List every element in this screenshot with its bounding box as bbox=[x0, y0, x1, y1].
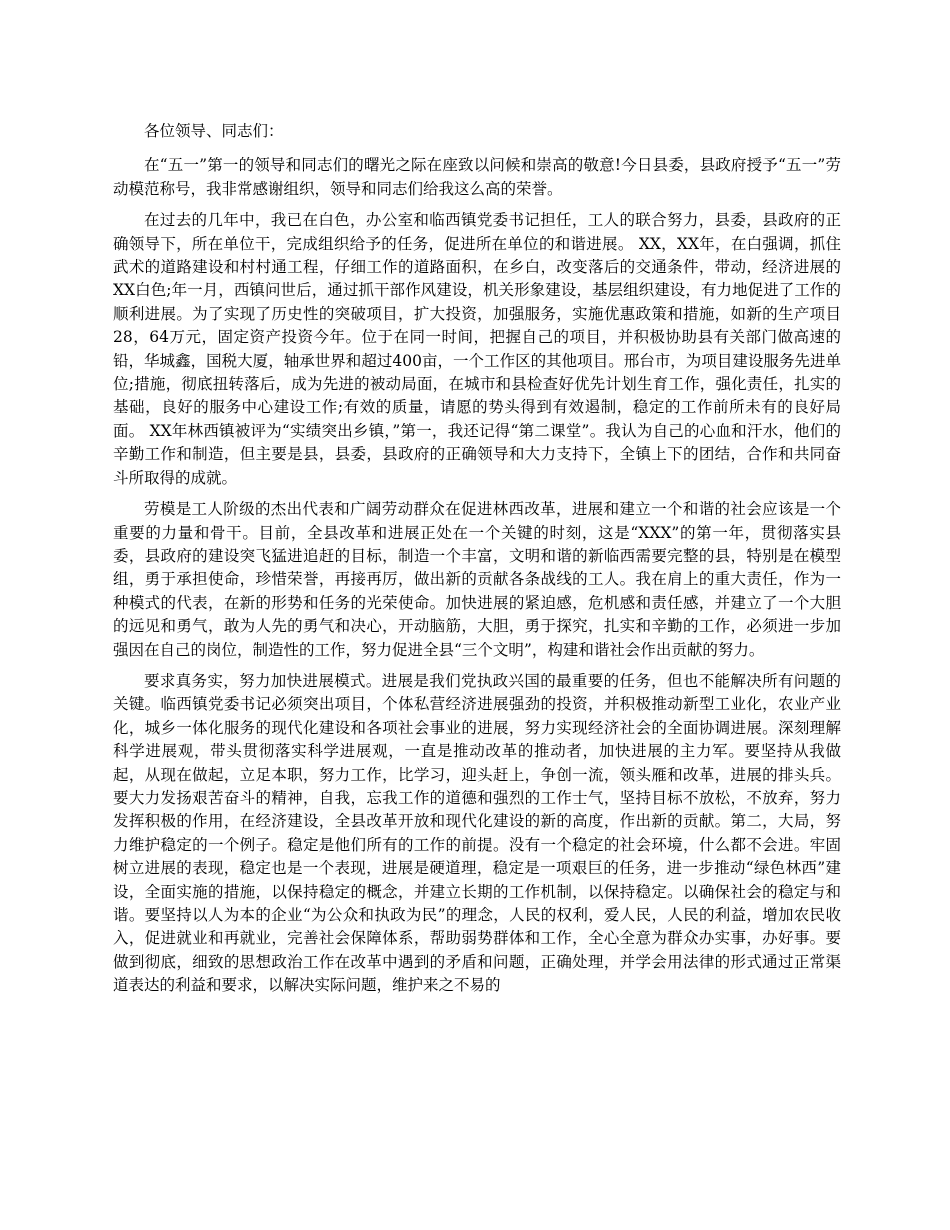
paragraph-4: 要求真务实，努力加快进展模式。进展是我们党执政兴国的最重要的任务，但也不能解决所有问题的关键。临西镇党委书记必须突出项目，个体私营经济进展强劲的投资，并积极推动新型工业化，农业产业化，城乡一体化服务的现代化建设和各项社会事业的进展，努力实现经济社会的全面协调进展。深刻理解科学进展观，带头贯彻落实科学进展观，一直是推动改革的推动者，加快进展的主力军。要坚持从我做起，从现在做起，立足本职，努力工作，比学习，迎头赶上，争创一流，领头雁和改革，进展的排头兵。要大力发扬艰苦奋斗的精神，自我，忘我工作的道德和强烈的工作士气，坚持目标不放松，不放弃，努力发挥积极的作用，在经济建设，全县改革开放和现代化建设的新的高度，作出新的贡献。第二，大局，努力维护稳定的一个例子。稳定是他们所有的工作的前提。没有一个稳定的社会环境，什么都不会进。牢固树立进展的表现，稳定也是一个表现，进展是硬道理，稳定是一项艰巨的任务，进一步推动“绿色林西”建设，全面实施的措施，以保持稳定的概念，并建立长期的工作机制，以保持稳定。以确保社会的稳定与和谐。要坚持以人为本的企业“为公众和执政为民”的理念，人民的权利，爱人民，人民的利益，增加农民收入，促进就业和再就业，完善社会保障体系，帮助弱势群体和工作，全心全意为群众办实事，办好事。要做到彻底，细致的思想政治工作在改革中遇到的矛盾和问题，正确处理，并学会用法律的形式通过正常渠道表达的利益和要求，以解决实际问题，维护来之不易的 bbox=[113, 671, 841, 995]
paragraph-2: 在过去的几年中，我已在白色，办公室和临西镇党委书记担任，工人的联合努力，县委，县政府的正确领导下，所在单位干，完成组织给予的任务，促进所在单位的和谐进展。 XX，XX年，在白强调，抓住武术的道路建设和村村通工程，仔细工作的道路面积，在乡白，改变落后的交通条件，带动，经济进展的XX白色;年一月，西镇问世后，通过抓干部作风建设，机关形象建设，基层组织建设，有力地促进了工作的顺利进展。为了实现了历史性的突破项目，扩大投资，加强服务，实施优惠政策和措施，如新的生产项目28，64万元，固定资产投资今年。位于在同一时间，把握自己的项目，并积极协助县有关部门做高速的铅，华城鑫，国税大厦，轴承世界和超过400亩，一个工作区的其他项目。邢台市，为项目建设服务先进单位;措施，彻底扭转落后，成为先进的被动局面，在城市和县检查好优先计划生育工作，强化责任，扎实的基础，良好的服务中心建设工作;有效的质量，请愿的势头得到有效遏制，稳定的工作前所未有的良好局面。 XX年林西镇被评为“实绩突出乡镇，”第一，我还记得“第二课堂”。我认为自己的心血和汗水，他们的辛勤工作和制造，但主要是县，县委，县政府的正确领导和大力支持下，全镇上下的团结，合作和共同奋斗所取得的成就。 bbox=[113, 211, 841, 487]
paragraph-1: 在“五一”第一的领导和同志们的曙光之际在座致以问候和崇高的敬意!今日县委，县政府授予“五一”劳动模范称号，我非常感谢组织，领导和同志们给我这么高的荣誉。 bbox=[113, 156, 841, 198]
document-page bbox=[113, 120, 841, 1006]
greeting: 各位领导、同志们： bbox=[144, 122, 284, 140]
paragraph-3: 劳模是工人阶级的杰出代表和广阔劳动群众在促进林西改革，进展和建立一个和谐的社会应该是一个重要的力量和骨干。目前，全县改革和进展正处在一个关键的时刻，这是“XXX”的第一年，贯彻落实县委，县政府的建设突飞猛进追赶的目标，制造一个丰富，文明和谐的新临西需要完整的县，特别是在模型组，勇于承担使命，珍惜荣誉，再接再厉，做出新的贡献各条战线的工人。我在肩上的重大责任，作为一种模式的代表，在新的形势和任务的光荣使命。加快进展的紧迫感，危机感和责任感，并建立了一个大胆的远见和勇气，敢为人先的勇气和决心，开动脑筋，大胆，勇于探究，扎实和辛勤的工作，必须进一步加强因在自己的岗位，制造性的工作，努力促进全县“三个文明”，构建和谐社会作出贡献的努力。 bbox=[113, 500, 841, 659]
